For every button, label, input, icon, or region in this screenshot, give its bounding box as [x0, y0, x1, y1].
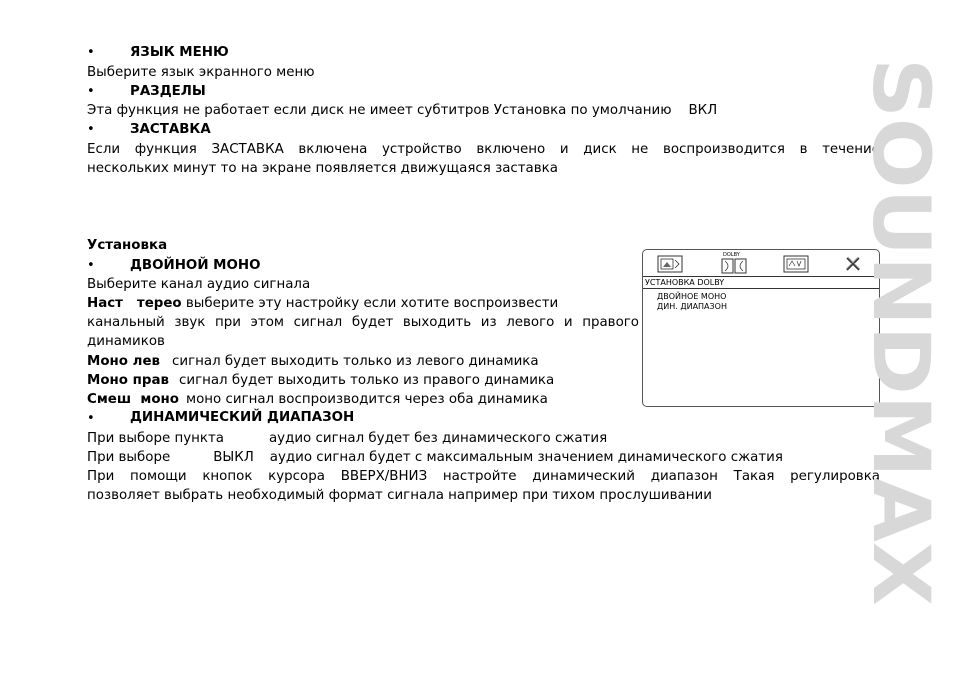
bullet: •	[87, 84, 95, 99]
mono-mix-label: Смеш моно	[87, 392, 179, 407]
screensaver-text-line1: Если функция ЗАСТАВКА включена устройство включено и диск не воспроизводится в течение	[87, 142, 880, 157]
dyn-range-line2-a: При выборе	[87, 450, 171, 465]
stereo-text: выберите эту настройку если хотите воспроизвести	[185, 296, 559, 311]
stereo-line3: динамиков	[87, 334, 165, 349]
mono-mix-text: моно сигнал воспроизводится через оба динамика	[186, 392, 548, 407]
dolby-setup-icon	[721, 258, 747, 274]
chapters-text	[87, 101, 717, 120]
osd-item-dual-mono: ДВОЙНОЕ МОНО	[657, 292, 727, 301]
bullet: •	[87, 411, 95, 426]
bullet: •	[87, 258, 95, 273]
chapters-default-value: ВКЛ	[688, 103, 718, 118]
mono-right-text: сигнал будет выходить только из правого динамика	[179, 373, 555, 388]
dolby-icon-label: DOLBY	[723, 252, 740, 258]
dyn-range-line1	[87, 429, 607, 448]
soundmax-logo	[855, 58, 945, 606]
dual-mono-text: Выберите канал аудио сигнала	[87, 277, 311, 292]
dyn-range-line2-b: ВЫКЛ	[213, 450, 254, 465]
bullet: •	[87, 45, 95, 60]
stereo-line	[87, 294, 558, 313]
dyn-range-line1-b: аудио сигнал будет без динамического сжатия	[268, 431, 608, 446]
general-setup-icon	[657, 254, 683, 274]
dyn-range-line3: При помощи кнопок курсора ВВЕРХ/ВНИЗ настройте динамический диапазон Такая регулировка	[87, 469, 880, 484]
heading-screensaver: ЗАСТАВКА	[130, 122, 211, 137]
osd-screen-illustration	[642, 249, 880, 407]
bullet: •	[87, 122, 95, 137]
heading-chapters: РАЗДЕЛЫ	[130, 84, 206, 99]
mono-left-line	[87, 352, 539, 371]
osd-item-dyn-range: ДИН. ДИАПАЗОН	[657, 302, 727, 311]
mono-left-text: сигнал будет выходить только из левого динамика	[172, 354, 539, 369]
osd-title-bar	[643, 276, 879, 289]
heading-menu-language: ЯЗЫК МЕНЮ	[130, 45, 229, 60]
screensaver-text-line2: нескольких минут то на экране появляется движущаяся заставка	[87, 161, 558, 176]
dyn-range-line4: позволяет выбрать необходимый формат сигнала например при тихом прослушивании	[87, 488, 712, 503]
mono-right-label: Моно прав	[87, 373, 169, 388]
stereo-label: Наст терео	[87, 296, 182, 311]
heading-dual-mono: ДВОЙНОЙ МОНО	[130, 258, 261, 273]
menu-language-text: Выберите язык экранного меню	[87, 65, 315, 80]
chapters-text-main: Эта функция не работает если диск не имеет субтитров Установка по умолчанию	[87, 103, 672, 118]
mono-left-label: Моно лев	[87, 354, 161, 369]
mono-right-line	[87, 371, 554, 390]
osd-title: УСТАНОВКА DOLBY	[645, 278, 725, 287]
dyn-range-line1-a: При выборе пункта	[87, 431, 224, 446]
soundmax-logo-text: SOUNDMAX	[855, 58, 945, 572]
stereo-line2: канальный звук при этом сигнал будет выходить из левого и правого	[87, 315, 639, 330]
heading-dynamic-range: ДИНАМИЧЕСКИЙ ДИАПАЗОН	[130, 410, 355, 425]
video-setup-icon	[783, 254, 809, 274]
setup-title: Установка	[87, 238, 168, 253]
dyn-range-line2	[87, 448, 783, 467]
dyn-range-line2-c: аудио сигнал будет с максимальным значением динамического сжатия	[269, 450, 783, 465]
mono-mix-line	[87, 390, 548, 409]
